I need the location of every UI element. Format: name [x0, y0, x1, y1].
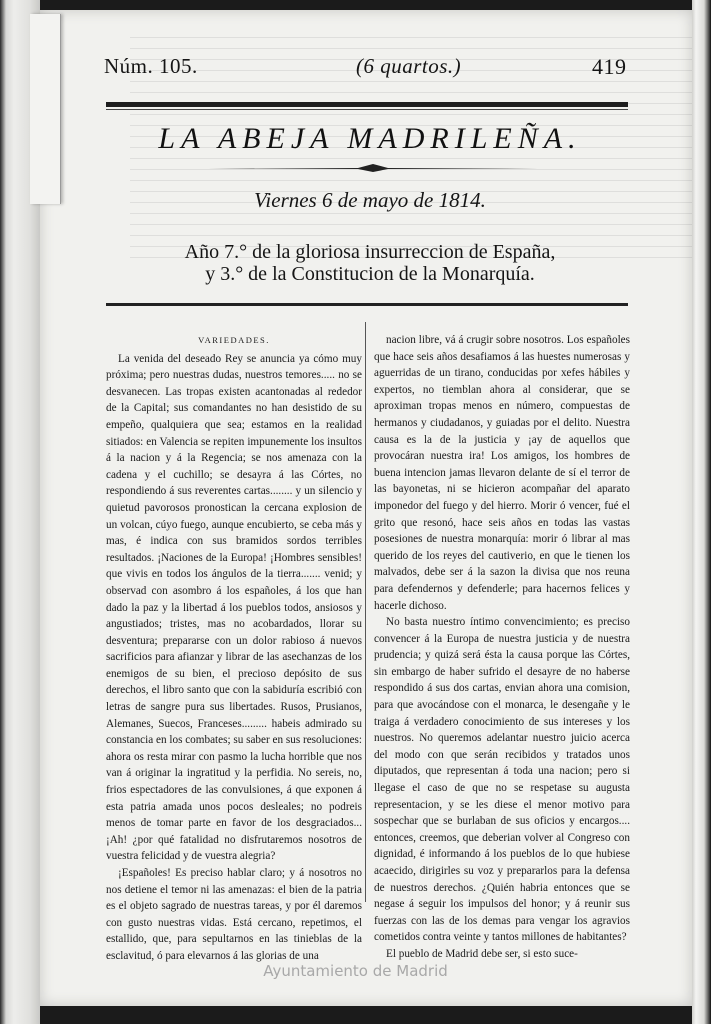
article-column-left — [106, 332, 362, 965]
column-separator — [365, 322, 366, 902]
issue-price: (6 quartos.) — [356, 54, 462, 78]
subtitle-line-2: y 3.° de la Constitucion de la Monarquía. — [205, 263, 535, 285]
page-number: 419 — [592, 54, 627, 79]
section-heading: VARIEDADES. — [198, 335, 270, 345]
issue-number: Núm. 105. — [104, 54, 198, 78]
title-ornament — [208, 163, 538, 173]
article-paragraph: nacion libre, vá á crugir sobre nosotros. Los españoles que hace seis años desafiamos á las huestes numerosas y aguerridas de un tirano, conducidas por xefes hábiles y expertos, no tiemblan ahora al considerar, que se aproximan tropas menos en número, compuestas de hermanos y ciudadanos, y guiadas por el delito. Nuestra causa es la de la justicia y ¡ay de aquellos que provocáran nuestra ira! Los amigos, los hombres de buena intencion jamas llevaron delante de sí el terror de las bayonetas, ni se hicieron acompañar del aparato imponedor del fuego y del hierro. Morir ó vencer, fué el grito que resonó, hace seis años en todas las vastas posesiones de nuestra monarquía: morir ó librar al mas querido de los reyes del cautiverio, en que le tienen los malvados, debe ser á la sazon la divisa que nos reuna para defendernos y defenderle; para hacernos felices y hacerle dichoso. — [374, 334, 630, 612]
article-paragraph: ¡Españoles! Es preciso hablar claro; y á nosotros no nos detiene el temor ni las amenazas: el bien de la patria es el objeto sagrado de nuestras tareas, y por él daremos con gusto nuestras vidas. Está cercano, repetimos, el estallido, que, para sepultarnos en las tinieblas de la esclavitud, ó para elevarnos á las glorias de una — [106, 867, 362, 962]
article-column-right — [374, 332, 630, 963]
top-double-rule — [106, 102, 628, 107]
article-paragraph: No basta nuestro íntimo convencimiento; es preciso convencer á la Europa de nuestra justicia y de nuestra prudencia; y quizá será ésta la causa porque las Córtes, sin embargo de haber sufrido el desayre de no haberse respondido á sus dos cartas, envian ahora una comision, para que avocándose con el monarca, le desengañe y le traiga á verdadero conocimiento de sus intereses y los nuestros. No queremos adelantar nuestro juicio acerca del modo con que serán recibidos y tratados unos diputados, que representan á toda una nacion; pero si llegase el caso de que no se respetase su augusta representacion, y se les diese el menor motivo para sospechar que se burlaban de sus oficios y encargos.... entonces, creemos, que deberian volver al Congreso con dignidad, é informando á los pueblos de lo que hubiese acaecido, dirigirles su voz y prepararlos para la defensa de nuestros derechos. ¿Quién habria entonces que se negase á seguir los impulsos del honor; y á reunir sus fuerzas con las de los demas para vengar los agravios cometidos contra veinte y tantos millones de habitantes? — [374, 616, 630, 944]
archive-watermark: Ayuntamiento de Madrid — [263, 962, 448, 980]
scan-right-edge — [692, 0, 711, 1024]
newspaper-title: LA ABEJA MADRILEÑA. — [158, 122, 582, 155]
folded-page-edge — [30, 14, 61, 204]
article-paragraph: El pueblo de Madrid debe ser, si esto suce- — [386, 947, 578, 960]
article-paragraph: La venida del deseado Rey se anuncia ya cómo muy próxima; pero nuestras dudas, nuestros temores..... no se desvanecen. Las tropas existen acantonadas al rededor de la Capital; sus comandantes no han desistido de su empeño, qualquiera que sea; estamos en la realidad sitiados: en Valencia se repiten impunemente los insultos á la nacion y á la Regencia; se nos amenaza con la cadena y el cuchillo; se desayra á las Córtes, no respondiendo á sus reverentes cartas........ y un silencio y quietud pavorosos pronostican la cercana explosion de un volcan, cúyo fuego, aunque encubierto, se ceba más y mas, é indica con sus bramidos sordos terribles resultados. ¡Naciones de la Europa! ¡Hombres sensibles! que vivis en todos los ángulos de la tierra....... venid; y observad con asombro á los españoles, á los que han dado la paz y la libertad á los pueblos todos, ansiosos y angustiados; tristes, mas no acobardados, llorar su desventura; prepararse con un dolor rabioso á nuevos sacrificios para afianzar y librar de las asechanzas de los enemigos de su bien, el precioso depósito de sus derechos, el libro santo que con la sabiduría escribió con letras de sangre pura sus libertades. Rusos, Prusianos, Alemanes, Suecos, Franceses......... habeis admirado su constancia en los combates; su saber en sus resoluciones: ahora os resta mirar con pasmo la lucha horrible que nos van á originar la ingratitud y la perfidia. No sereis, no, frios espectadores de las convulsiones, á que exponen á esta patria amada unos pocos desleales; no podreis menos de tomar parte en favor de los desgraciados... ¡Ah! ¿por qué fatalidad no disfrutaremos nosotros de vuestra felicidad y de vuestra alegria? — [106, 352, 363, 863]
masthead-divider — [106, 303, 628, 306]
issue-date: Viernes 6 de mayo de 1814. — [254, 188, 486, 212]
subtitle-line-1: Año 7.° de la gloriosa insurreccion de España, — [184, 241, 556, 263]
